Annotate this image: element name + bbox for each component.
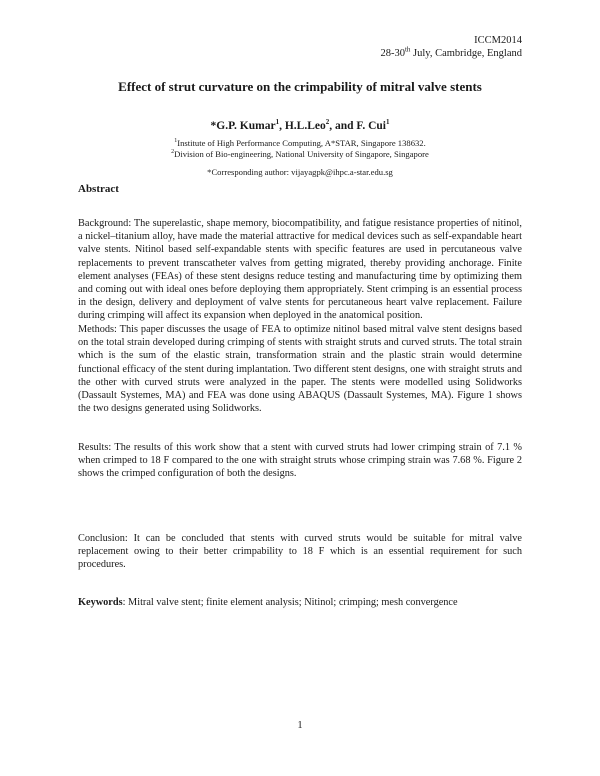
results-paragraph: Results: The results of this work show that a stent with curved struts had lower crimping strain of 7.1 % when crimped to 18 F compared to the one with straight struts whose crimping strain was 7.68 %. Figure 2 shows the crimped configuration of both the designs. — [78, 442, 522, 480]
abstract-heading: Abstract — [78, 183, 119, 195]
conference-name: ICCM2014 — [474, 35, 522, 46]
author-2-affil: 2 — [325, 118, 330, 127]
date-suffix: th — [404, 45, 411, 54]
affiliation-1-mark: 1 — [174, 138, 178, 145]
keywords — [78, 596, 522, 609]
background-paragraph: Background: The superelastic, shape memory, biocompatibility, and fatigue resistance properties of nitinol, a nickel–titanium alloy, have made the material attractive for medical devices such as self-expandable heart valve stents. Nitinol based self-expandable stents with specific features are used in percutaneous valve replacements to prevent transcatheter valves from getting migrated, thereby providing anchorage. Finite element analyses (FEAs) of these stent designs reduce testing and manufacturing time by optimizing them and coming out with ideal ones before deploying them appropriately. Stent crimping is an essential process in the design, delivery and deployment of valve stents for percutaneous heart valve replacement. Failure during crimping will affect its expansion when deployed in the anatomical position. — [78, 218, 522, 322]
date-day: 28-30 — [380, 48, 405, 59]
author-2: , H.L.Leo — [279, 120, 326, 132]
keywords-label: Keywords — [78, 597, 123, 608]
affiliation-2-mark: 2 — [171, 149, 175, 156]
date-rest: July, Cambridge, England — [410, 48, 522, 59]
author-1: *G.P. Kumar — [210, 120, 276, 132]
affiliation-1 — [0, 138, 600, 149]
corresponding-author: *Corresponding author: vijayagpk@ihpc.a-star.edu.sg — [207, 167, 393, 177]
methods-paragraph: Methods: This paper discusses the usage of FEA to optimize nitinol based mitral valve stent designs based on the total strain developed during crimping of stents with straight struts and curved struts. The total strain which is the sum of the elastic strain, transformation strain and the plastic strain would determine functional efficacy of the stent during implantation. Two different stent designs, one with straight struts and the other with curved struts were analyzed in the paper. The stents were modelled using Solidworks (Dassault Systemes, MA) and FEA was done using ABAQUS (Dassault Systemes, MA). Figure 1 shows the two designs generated using Solidworks. — [78, 324, 522, 415]
affiliation-1-text: Institute of High Performance Computing, A*STAR, Singapore 138632. — [177, 138, 426, 148]
paper-title: Effect of strut curvature on the crimpability of mitral valve stents — [118, 79, 482, 94]
page-number: 1 — [297, 720, 303, 731]
author-list — [0, 120, 600, 132]
author-1-affil: 1 — [275, 118, 280, 127]
affiliation-2-text: Division of Bio-engineering, National University of Singapore, Singapore — [174, 149, 429, 159]
conference-date-location — [380, 47, 522, 61]
affiliation-2 — [0, 149, 600, 160]
author-3-affil: 1 — [386, 118, 390, 127]
author-3: , and F. Cui — [329, 120, 386, 132]
conclusion-paragraph: Conclusion: It can be concluded that stents with curved struts would be suitable for mitral valve replacement owing to their better crimpability to 18 F which is an essential requirement for such procedures. — [78, 533, 522, 571]
keywords-text: : Mitral valve stent; finite element analysis; Nitinol; crimping; mesh convergence — [122, 597, 458, 608]
